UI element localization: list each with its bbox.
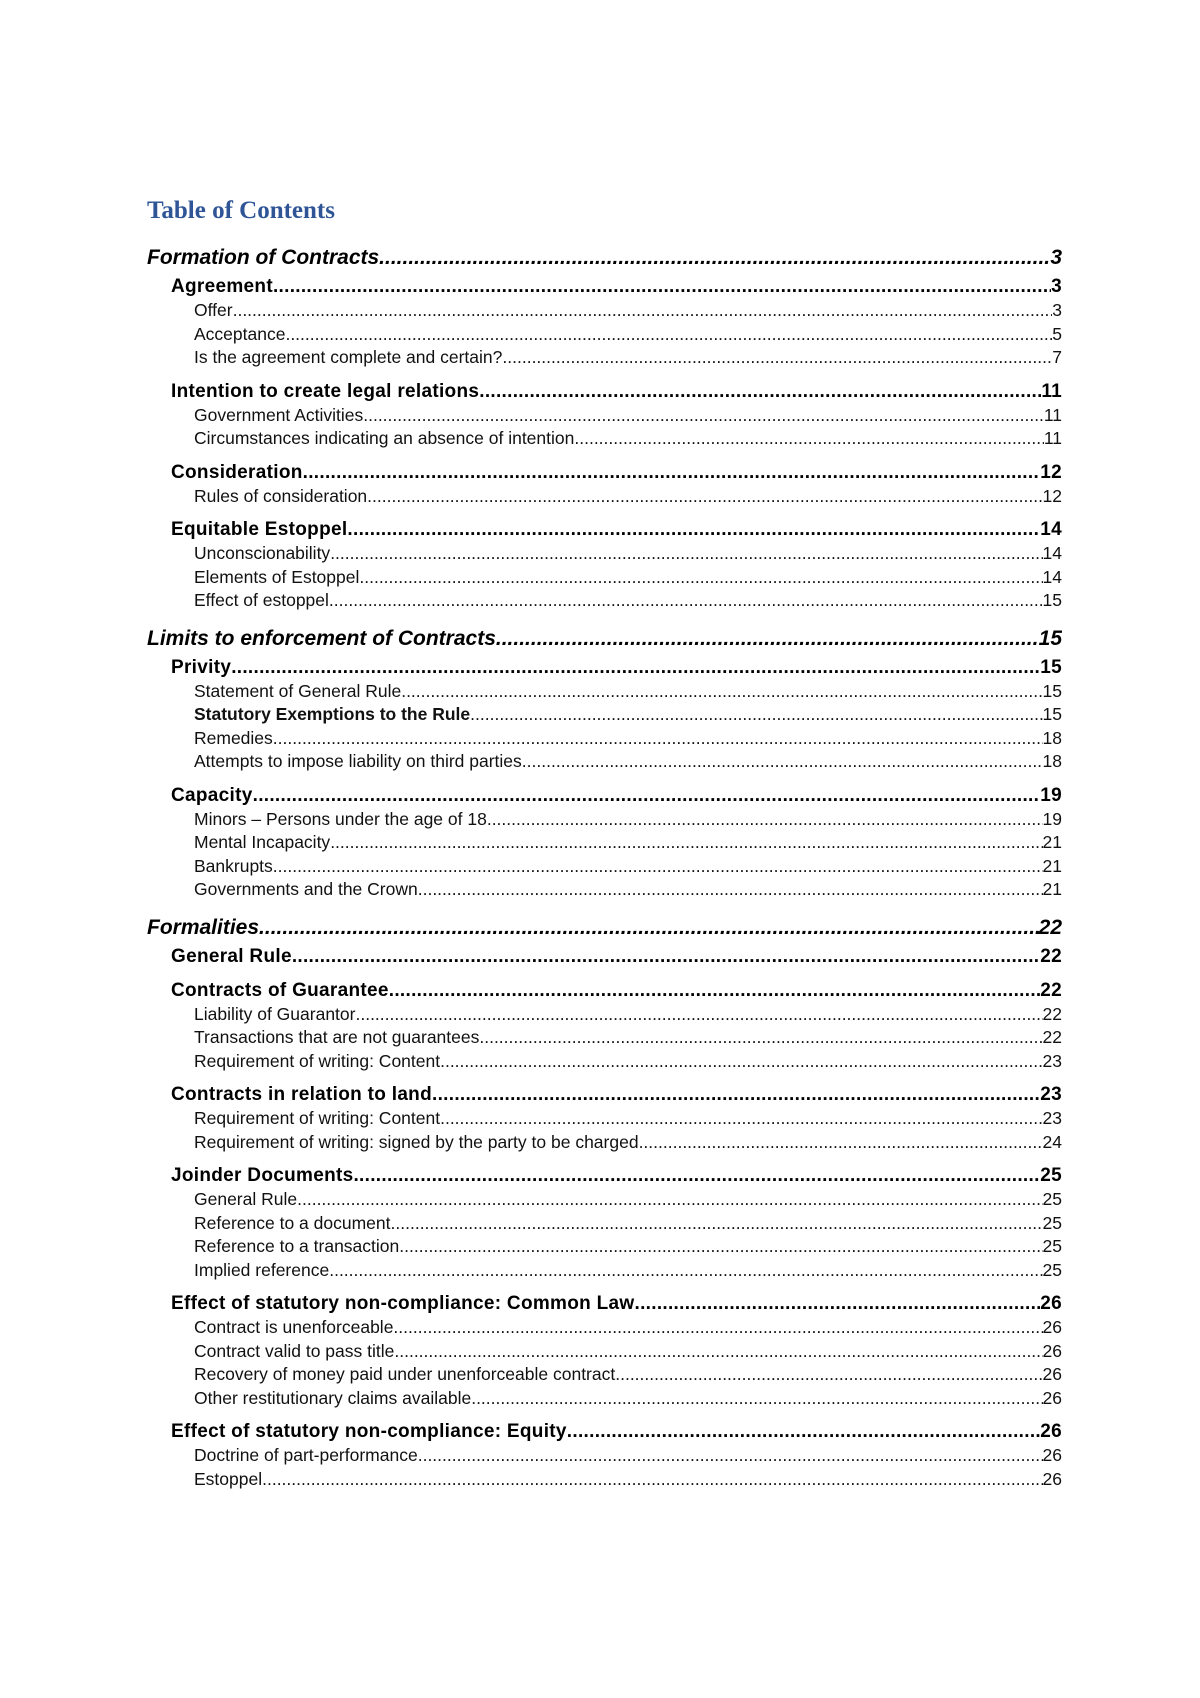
toc-entry-level-3[interactable] <box>147 1003 1062 1027</box>
toc-entry-page-number: 11 <box>1043 404 1062 425</box>
toc-entry-label: Agreement <box>171 276 273 297</box>
toc-entry-page-number: 15 <box>1040 656 1062 678</box>
toc-entry-level-3[interactable] <box>147 1131 1062 1155</box>
dot-leader <box>574 427 1043 451</box>
toc-entry-page-number: 25 <box>1042 1259 1062 1280</box>
toc-entry-level-2[interactable] <box>147 1292 1062 1316</box>
toc-entry-level-3[interactable] <box>147 1387 1062 1411</box>
dot-leader <box>347 518 1040 542</box>
toc-entry-level-1[interactable] <box>147 244 1062 271</box>
toc-entry-level-3[interactable] <box>147 1340 1062 1364</box>
dot-leader <box>367 485 1042 509</box>
toc-entry-level-2[interactable] <box>147 1164 1062 1188</box>
dot-leader <box>231 656 1040 680</box>
toc-entry-page-number: 26 <box>1042 1317 1062 1337</box>
toc-entry-label: Offer <box>194 300 233 320</box>
dot-leader <box>391 1212 1043 1236</box>
toc-title: Table of Contents <box>147 197 335 224</box>
dot-leader <box>615 1363 1042 1387</box>
toc-entry-level-3[interactable] <box>147 1235 1062 1259</box>
dot-leader <box>399 1235 1042 1259</box>
toc-entry-page-number: 3 <box>1051 276 1062 297</box>
toc-entry-label: Other restitutionary claims available <box>194 1387 472 1408</box>
toc-entry-page-number: 26 <box>1042 1364 1062 1384</box>
toc-entry-page-number: 3 <box>1052 300 1062 320</box>
toc-entry-level-3[interactable] <box>147 727 1062 751</box>
toc-entry-page-number: 25 <box>1042 1236 1062 1256</box>
dot-leader <box>262 1468 1042 1492</box>
table-of-contents <box>147 244 1062 1491</box>
toc-entry-level-3[interactable] <box>147 542 1062 566</box>
toc-entry-page-number: 11 <box>1041 380 1062 402</box>
toc-entry-label: Formalities <box>147 915 260 939</box>
toc-entry-level-3[interactable] <box>147 1188 1062 1212</box>
dot-leader <box>394 1340 1042 1364</box>
toc-entry-page-number: 14 <box>1042 566 1062 587</box>
toc-entry-level-3[interactable] <box>147 703 1062 727</box>
toc-entry-page-number: 25 <box>1042 1189 1062 1209</box>
toc-entry-label: General Rule <box>194 1189 298 1209</box>
toc-entry-level-3[interactable] <box>147 680 1062 704</box>
dot-leader <box>355 1003 1042 1027</box>
dot-leader <box>496 625 1039 652</box>
toc-entry-label: Contract valid to pass title <box>194 1340 395 1361</box>
dot-leader <box>273 855 1043 879</box>
toc-entry-label: Recovery of money paid under unenforceable contract <box>194 1364 616 1384</box>
toc-entry-label: Equitable Estoppel <box>171 519 348 540</box>
dot-leader <box>401 680 1042 704</box>
toc-entry-page-number: 3 <box>1050 246 1062 269</box>
toc-entry-level-3[interactable] <box>147 404 1062 428</box>
toc-entry-label: Effect of statutory non-compliance: Equity <box>171 1421 567 1442</box>
dot-leader <box>359 566 1042 590</box>
dot-leader <box>233 299 1053 323</box>
dot-leader <box>292 945 1040 969</box>
toc-entry-label: Implied reference <box>194 1259 330 1280</box>
dot-leader <box>253 784 1041 808</box>
toc-entry-page-number: 12 <box>1040 461 1062 483</box>
toc-entry-label: Joinder Documents <box>171 1165 354 1186</box>
toc-entry-label: Capacity <box>171 784 253 806</box>
toc-entry-level-3[interactable] <box>147 589 1062 613</box>
dot-leader <box>330 542 1042 566</box>
toc-entry-level-3[interactable] <box>147 878 1062 902</box>
toc-entry-label: Consideration <box>171 461 303 483</box>
toc-entry-level-3[interactable] <box>147 1444 1062 1468</box>
dot-leader <box>393 1316 1042 1340</box>
toc-entry-level-3[interactable] <box>147 1259 1062 1283</box>
toc-entry-label: Rules of consideration <box>194 485 368 506</box>
toc-entry-level-3[interactable] <box>147 1212 1062 1236</box>
toc-entry-level-3[interactable] <box>147 566 1062 590</box>
toc-entry-page-number: 14 <box>1042 543 1062 563</box>
toc-entry-label: Contract is unenforceable <box>194 1317 394 1337</box>
toc-entry-label: Minors – Persons under the age of 18 <box>194 808 487 829</box>
toc-entry-page-number: 24 <box>1042 1131 1062 1152</box>
toc-entry-label: Reference to a transaction <box>194 1236 400 1256</box>
toc-entry-page-number: 15 <box>1042 680 1062 701</box>
toc-entry-label: Reference to a document <box>194 1212 391 1233</box>
dot-leader <box>567 1420 1040 1444</box>
toc-entry-level-1[interactable] <box>147 625 1062 652</box>
dot-leader <box>418 878 1043 902</box>
toc-entry-page-number: 18 <box>1042 751 1062 771</box>
toc-entry-level-3[interactable] <box>147 299 1062 323</box>
toc-entry-level-2[interactable] <box>147 461 1062 485</box>
toc-entry-level-2[interactable] <box>147 275 1062 299</box>
toc-entry-page-number: 22 <box>1038 915 1062 939</box>
toc-entry-level-3[interactable] <box>147 1316 1062 1340</box>
toc-entry-label: Circumstances indicating an absence of intention <box>194 428 575 448</box>
dot-leader <box>297 1188 1042 1212</box>
toc-entry-page-number: 25 <box>1040 1165 1062 1186</box>
toc-entry-label: Statement of General Rule <box>194 680 402 701</box>
toc-entry-page-number: 23 <box>1042 1050 1062 1071</box>
toc-entry-level-3[interactable] <box>147 323 1062 347</box>
dot-leader <box>363 404 1044 428</box>
toc-entry-page-number: 26 <box>1042 1445 1062 1465</box>
dot-leader <box>329 589 1043 613</box>
toc-entry-page-number: 22 <box>1040 945 1062 967</box>
toc-entry-label: Effect of estoppel <box>194 590 329 610</box>
toc-entry-label: Is the agreement complete and certain? <box>194 347 503 367</box>
dot-leader <box>502 346 1052 370</box>
dot-leader <box>329 1259 1042 1283</box>
toc-entry-page-number: 22 <box>1040 979 1062 1001</box>
toc-entry-level-2[interactable] <box>147 784 1062 808</box>
toc-entry-label: Estoppel <box>194 1468 263 1489</box>
dot-leader <box>470 703 1042 727</box>
dot-leader <box>273 275 1051 299</box>
dot-leader <box>303 461 1041 485</box>
toc-entry-page-number: 23 <box>1042 1108 1062 1128</box>
toc-entry-label: Statutory Exemptions to the Rule <box>194 704 471 724</box>
toc-entry-label: Requirement of writing: Content <box>194 1108 441 1128</box>
toc-entry-page-number: 15 <box>1042 590 1062 610</box>
toc-entry-level-2[interactable] <box>147 1420 1062 1444</box>
dot-leader <box>487 808 1043 832</box>
toc-entry-level-3[interactable] <box>147 808 1062 832</box>
toc-entry-page-number: 26 <box>1040 1421 1062 1442</box>
toc-entry-page-number: 19 <box>1042 808 1062 829</box>
toc-entry-page-number: 26 <box>1040 1293 1062 1314</box>
toc-entry-page-number: 15 <box>1038 626 1062 650</box>
toc-entry-level-3[interactable] <box>147 1468 1062 1492</box>
toc-entry-label: Elements of Estoppel <box>194 566 360 587</box>
toc-entry-page-number: 22 <box>1042 1003 1062 1024</box>
toc-entry-label: Effect of statutory non-compliance: Common Law <box>171 1293 635 1314</box>
toc-entry-label: Requirement of writing: Content <box>194 1050 441 1071</box>
toc-entry-label: Governments and the Crown <box>194 879 418 899</box>
toc-entry-level-1[interactable] <box>147 914 1062 941</box>
toc-entry-label: Formation of Contracts <box>147 246 380 269</box>
toc-entry-level-3[interactable] <box>147 855 1062 879</box>
toc-entry-label: General Rule <box>171 945 292 967</box>
toc-entry-level-3[interactable] <box>147 1050 1062 1074</box>
toc-entry-page-number: 12 <box>1042 485 1062 506</box>
toc-entry-page-number: 26 <box>1042 1468 1062 1489</box>
toc-entry-level-2[interactable] <box>147 979 1062 1003</box>
toc-entry-label: Attempts to impose liability on third parties <box>194 751 522 771</box>
toc-entry-label: Remedies <box>194 727 273 748</box>
toc-entry-level-2[interactable] <box>147 1083 1062 1107</box>
toc-entry-page-number: 11 <box>1043 428 1062 448</box>
toc-entry-level-3[interactable] <box>147 1026 1062 1050</box>
toc-entry-level-3[interactable] <box>147 1107 1062 1131</box>
dot-leader <box>635 1292 1041 1316</box>
toc-entry-page-number: 21 <box>1042 855 1062 876</box>
toc-entry-level-3[interactable] <box>147 750 1062 774</box>
toc-entry-page-number: 26 <box>1042 1340 1062 1361</box>
toc-entry-page-number: 15 <box>1042 704 1062 724</box>
toc-entry-level-2[interactable] <box>147 518 1062 542</box>
toc-entry-level-3[interactable] <box>147 831 1062 855</box>
toc-entry-level-2[interactable] <box>147 656 1062 680</box>
toc-entry-page-number: 21 <box>1042 832 1062 852</box>
dot-leader <box>389 979 1041 1003</box>
toc-entry-page-number: 21 <box>1042 879 1062 899</box>
toc-entry-label: Contracts in relation to land <box>171 1084 432 1105</box>
dot-leader <box>379 244 1050 271</box>
dot-leader <box>479 1026 1042 1050</box>
dot-leader <box>440 1050 1042 1074</box>
toc-entry-level-3[interactable] <box>147 485 1062 509</box>
dot-leader <box>522 750 1043 774</box>
dot-leader <box>330 831 1042 855</box>
toc-entry-page-number: 5 <box>1052 323 1062 344</box>
toc-entry-level-2[interactable] <box>147 380 1062 404</box>
toc-entry-label: Government Activities <box>194 404 364 425</box>
toc-entry-label: Privity <box>171 656 232 678</box>
toc-entry-page-number: 7 <box>1052 347 1062 367</box>
toc-entry-label: Doctrine of part-performance <box>194 1445 418 1465</box>
toc-entry-label: Mental Incapacity <box>194 832 331 852</box>
dot-leader <box>285 323 1052 347</box>
toc-entry-page-number: 18 <box>1042 727 1062 748</box>
dot-leader <box>479 380 1041 404</box>
toc-entry-label: Acceptance <box>194 323 286 344</box>
toc-entry-label: Unconscionability <box>194 543 331 563</box>
toc-entry-label: Transactions that are not guarantees <box>194 1027 480 1047</box>
toc-entry-label: Limits to enforcement of Contracts <box>147 626 496 650</box>
toc-entry-label: Bankrupts <box>194 855 273 876</box>
toc-entry-level-2[interactable] <box>147 945 1062 969</box>
toc-entry-page-number: 25 <box>1042 1212 1062 1233</box>
dot-leader <box>353 1164 1040 1188</box>
toc-entry-label: Intention to create legal relations <box>171 380 480 402</box>
dot-leader <box>440 1107 1042 1131</box>
toc-entry-level-3[interactable] <box>147 427 1062 451</box>
toc-entry-page-number: 14 <box>1040 519 1062 540</box>
dot-leader <box>418 1444 1043 1468</box>
toc-entry-level-3[interactable] <box>147 346 1062 370</box>
dot-leader <box>259 914 1039 941</box>
toc-entry-page-number: 26 <box>1042 1387 1062 1408</box>
dot-leader <box>471 1387 1042 1411</box>
toc-entry-level-3[interactable] <box>147 1363 1062 1387</box>
dot-leader <box>432 1083 1040 1107</box>
dot-leader <box>273 727 1043 751</box>
dot-leader <box>639 1131 1043 1155</box>
toc-entry-label: Contracts of Guarantee <box>171 979 389 1001</box>
toc-entry-label: Liability of Guarantor <box>194 1003 356 1024</box>
toc-entry-page-number: 19 <box>1040 784 1062 806</box>
toc-entry-page-number: 23 <box>1040 1084 1062 1105</box>
toc-entry-label: Requirement of writing: signed by the party to be charged <box>194 1131 639 1152</box>
toc-entry-page-number: 22 <box>1042 1027 1062 1047</box>
